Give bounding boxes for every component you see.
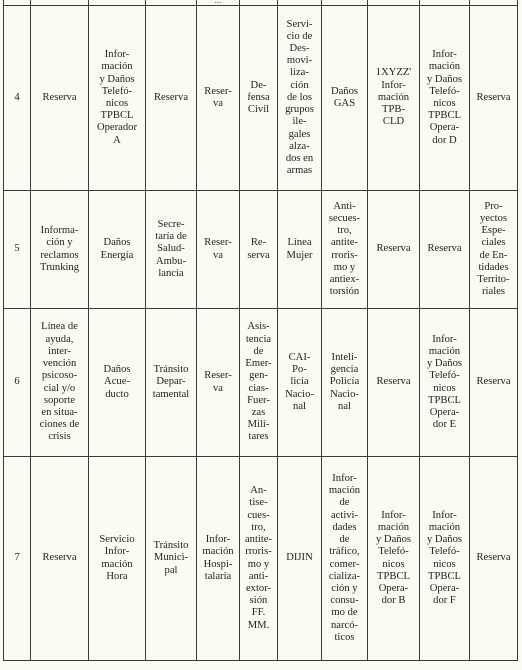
table-cell: Reserva [368, 191, 420, 309]
table-cell: Infor- mación y Daños Telefó- nicos TPBCL Operador A [89, 6, 146, 191]
table-cell: Anti- secues- tro, antite- rroris- mo y antiex- torsión [322, 191, 368, 309]
table-row [4, 309, 518, 457]
table-cell: Reserva [470, 457, 518, 661]
row-number-cell: 6 [4, 309, 31, 457]
table-row [4, 191, 518, 309]
table-cell: Secre- taría de Salud- Ambu- lancia [146, 191, 197, 309]
table-cell: Inteli- gencia Policía Nacio- nal [322, 309, 368, 457]
table-cell: Reserva [420, 191, 470, 309]
table-cell: Tránsito Munici- pal [146, 457, 197, 661]
table-cell: Infor- mación Hospi- talaria [197, 457, 240, 661]
table-cell: De- fensa Civil [240, 6, 278, 191]
table-cell: Servicio Infor- mación Hora [89, 457, 146, 661]
table-cell: Re- serva [240, 191, 278, 309]
table-cell: Reserva [146, 6, 197, 191]
table-cell: Reser- va [197, 6, 240, 191]
table-cell: Reserva [31, 6, 89, 191]
table-cell: 1XYZZ' Infor- mación TPB- CLD [368, 6, 420, 191]
table-cell: Daños GAS [322, 6, 368, 191]
table-cell: Infor- mación y Daños Telefó- nicos TPBCL Opera- dor F [420, 457, 470, 661]
table-cell: CAI- Po- licía Nacio- nal [278, 309, 322, 457]
table-cell: Reserva [470, 309, 518, 457]
table-cell: Daños Energía [89, 191, 146, 309]
table-cell: Servi- cio de Des- movi- liza- ción de los grupos ile- gales alza- dos en armas [278, 6, 322, 191]
table-cell: DIJIN [278, 457, 322, 661]
row-number-cell: 4 [4, 6, 31, 191]
table-row [4, 457, 518, 661]
table-cell: Asis- tencia de Emer- gen- cias- Fuer- zas Mili- tares [240, 309, 278, 457]
table-cell: Infor- mación de activi- dades de tráfico, comer- cializa- ción y consu- mo de narcó- ticos [322, 457, 368, 661]
table-cell: Infor- mación y Daños Telefó- nicos TPBCL Opera- dor E [420, 309, 470, 457]
table-cell: Línea Mujer [278, 191, 322, 309]
table-cell: Informa- ción y reclamos Trunking [31, 191, 89, 309]
table-cell: Línea de ayuda, inter- vención psicoso- cial y/o soporte en situa- ciones de crisis [31, 309, 89, 457]
table-cell: Reser- va [197, 191, 240, 309]
service-code-table [3, 0, 518, 661]
table-cell: An- tise- cues- tro, antite- rroris- mo y anti- extor- sión FF. MM. [240, 457, 278, 661]
table-cell: Pro- yectos Espe- ciales de En- tidades Territo- riales [470, 191, 518, 309]
table-row [4, 6, 518, 191]
table-cell: Reser- va [197, 309, 240, 457]
table-cell: Reserva [368, 309, 420, 457]
table-cell: Infor- mación y Daños Telefó- nicos TPBCL Opera- dor D [420, 6, 470, 191]
table-cell: Reserva [470, 6, 518, 191]
table-cell: Infor- mación y Daños Telefó- nicos TPBCL Opera- dor B [368, 457, 420, 661]
row-number-cell: 5 [4, 191, 31, 309]
table-cell: Daños Acue- ducto [89, 309, 146, 457]
cut-off-text-fragment: ... [214, 0, 222, 5]
table-cell: Tránsito Depar- tamental [146, 309, 197, 457]
row-number-cell: 7 [4, 457, 31, 661]
table-cell: Reserva [31, 457, 89, 661]
